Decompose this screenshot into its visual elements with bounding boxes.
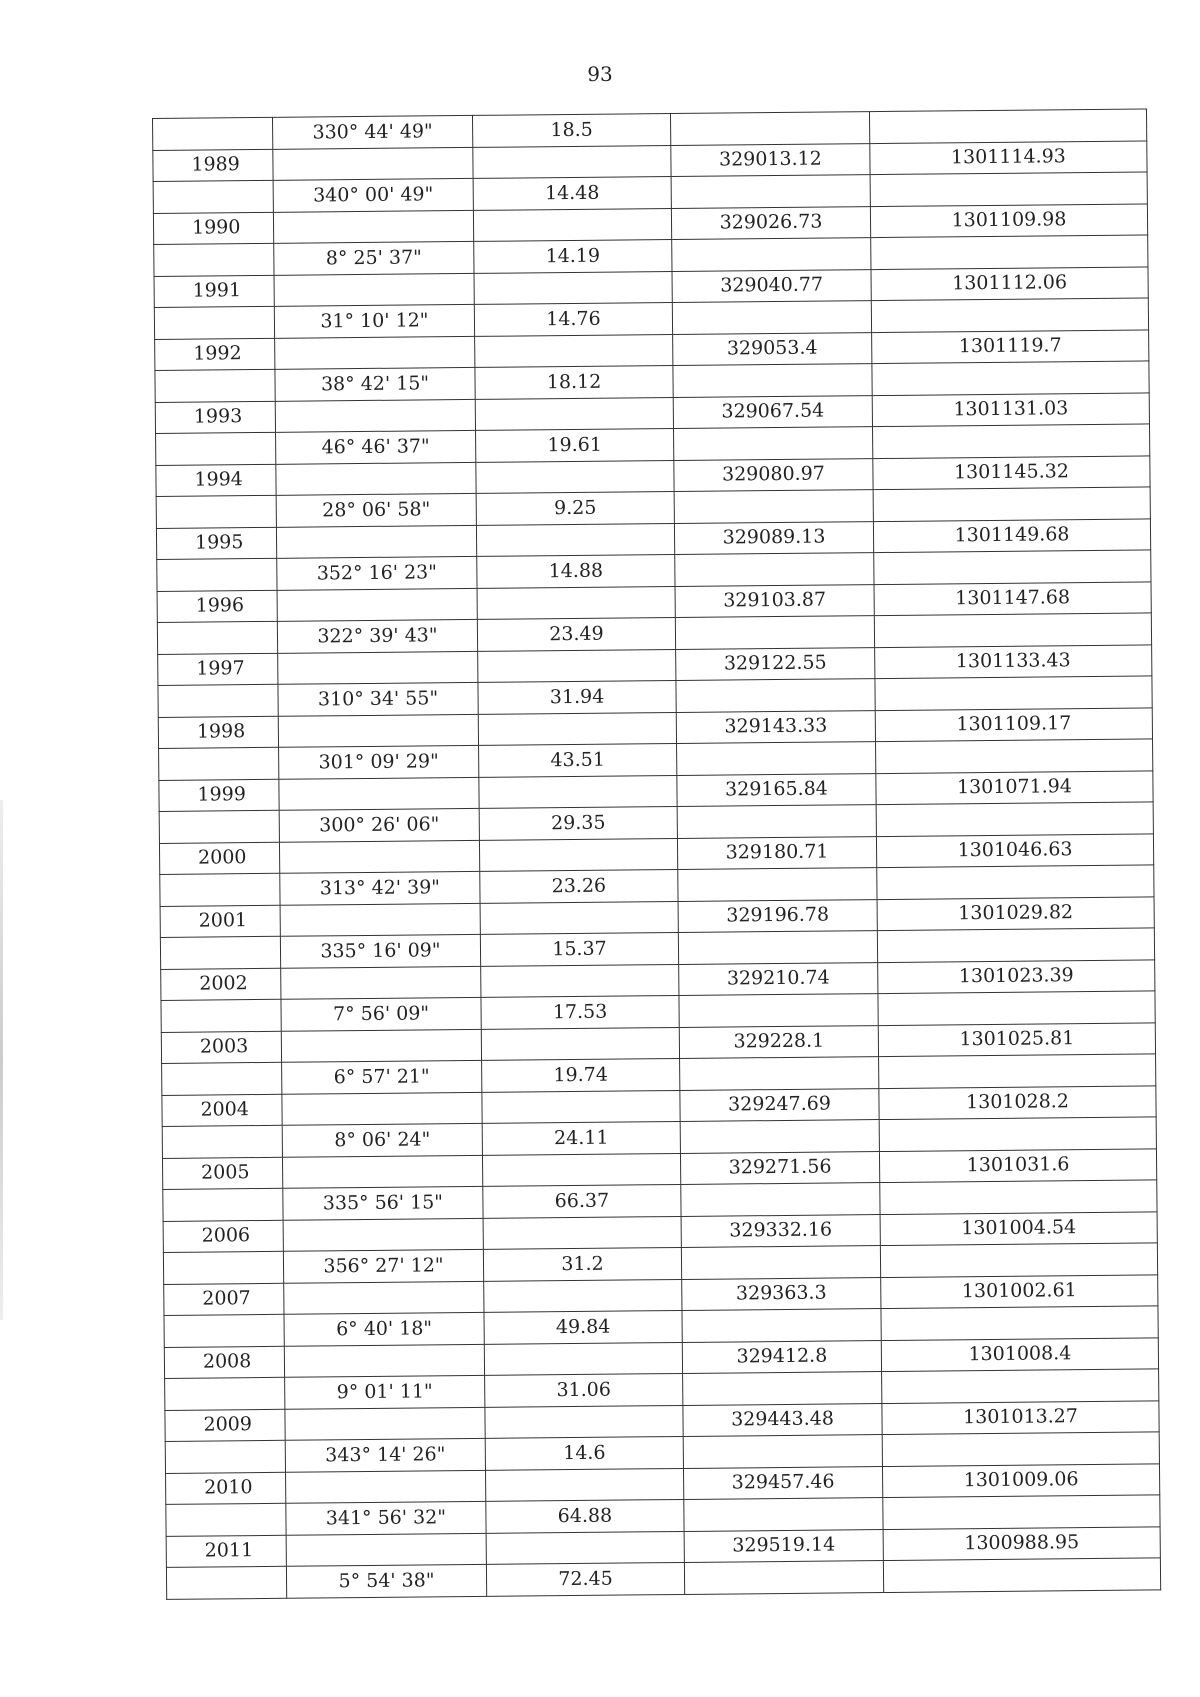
northing-cell-blank (681, 1246, 880, 1279)
year-cell: 2011 (166, 1535, 286, 1568)
year-cell-blank (155, 369, 275, 402)
easting-cell-blank (869, 109, 1146, 143)
northing-cell: 329053.4 (673, 332, 872, 365)
distance-cell: 14.48 (473, 177, 671, 210)
easting-cell: 1301004.54 (880, 1211, 1157, 1245)
northing-cell-blank (684, 1498, 883, 1531)
northing-cell: 329013.12 (671, 143, 870, 176)
year-cell-blank (164, 1314, 284, 1347)
distance-cell-blank (477, 586, 675, 619)
year-cell: 2003 (161, 1031, 281, 1064)
year-cell: 1998 (158, 716, 278, 749)
distance-cell: 29.35 (479, 806, 677, 839)
distance-cell: 18.5 (472, 114, 670, 147)
year-cell-blank (162, 1125, 282, 1158)
easting-cell-blank (874, 613, 1151, 647)
northing-cell: 329165.84 (677, 773, 876, 806)
distance-cell-blank (478, 649, 676, 682)
northing-cell-blank (672, 301, 871, 334)
distance-cell: 14.6 (485, 1436, 683, 1469)
northing-cell: 329103.87 (675, 584, 874, 617)
northing-cell: 329457.46 (683, 1466, 882, 1499)
year-cell-blank (153, 117, 273, 150)
year-cell: 2005 (162, 1157, 282, 1190)
easting-cell-blank (871, 235, 1148, 269)
northing-cell-blank (681, 1183, 880, 1216)
distance-cell: 18.12 (475, 366, 673, 399)
traverse-table-container (152, 108, 1160, 1599)
distance-cell: 66.37 (483, 1184, 681, 1217)
distance-cell: 43.51 (479, 743, 677, 776)
year-cell: 2004 (162, 1094, 282, 1127)
azimuth-cell-blank (279, 840, 479, 873)
easting-cell-blank (878, 991, 1155, 1025)
azimuth-cell-blank (277, 588, 477, 621)
year-cell-blank (163, 1188, 283, 1221)
azimuth-cell-blank (276, 525, 476, 558)
distance-cell-blank (474, 271, 672, 304)
year-cell: 1991 (154, 275, 274, 308)
distance-cell: 23.49 (477, 617, 675, 650)
azimuth-cell-blank (284, 1344, 484, 1377)
easting-cell: 1301046.63 (876, 833, 1153, 867)
distance-cell-blank (481, 964, 679, 997)
year-cell: 2009 (165, 1409, 285, 1442)
easting-cell-blank (871, 298, 1148, 332)
year-cell-blank (156, 432, 276, 465)
easting-cell-blank (875, 676, 1152, 710)
year-cell-blank (165, 1440, 285, 1473)
azimuth-cell: 301° 09' 29" (279, 745, 479, 778)
azimuth-cell-blank (280, 903, 480, 936)
year-cell: 1996 (157, 590, 277, 623)
year-cell-blank (157, 621, 277, 654)
year-cell-blank (158, 684, 278, 717)
easting-cell-blank (874, 550, 1151, 584)
easting-cell: 1301109.17 (875, 707, 1152, 741)
year-cell-blank (160, 873, 280, 906)
northing-cell: 329040.77 (672, 269, 871, 302)
year-cell: 1997 (158, 653, 278, 686)
azimuth-cell-blank (281, 966, 481, 999)
azimuth-cell: 5° 54' 38" (286, 1564, 486, 1597)
traverse-table-body (153, 109, 1161, 1599)
easting-cell: 1301131.03 (872, 392, 1149, 426)
azimuth-cell: 330° 44' 49" (272, 115, 472, 148)
easting-cell-blank (880, 1243, 1157, 1277)
year-cell: 2008 (164, 1346, 284, 1379)
year-cell: 1993 (155, 401, 275, 434)
northing-cell: 329412.8 (682, 1340, 881, 1373)
azimuth-cell: 300° 26' 06" (279, 808, 479, 841)
northing-cell: 329519.14 (684, 1529, 883, 1562)
northing-cell-blank (671, 175, 870, 208)
easting-cell: 1301025.81 (878, 1022, 1155, 1056)
azimuth-cell: 343° 14' 26" (285, 1438, 485, 1471)
azimuth-cell-blank (276, 462, 476, 495)
easting-cell-blank (883, 1558, 1160, 1592)
northing-cell-blank (678, 931, 877, 964)
northing-cell-blank (674, 427, 873, 460)
distance-cell-blank (479, 838, 677, 871)
northing-cell-blank (682, 1309, 881, 1342)
easting-cell: 1301013.27 (882, 1400, 1159, 1434)
northing-cell-blank (680, 1120, 879, 1153)
azimuth-cell: 6° 40' 18" (284, 1312, 484, 1345)
distance-cell-blank (476, 523, 674, 556)
page-number: 93 (587, 62, 613, 86)
azimuth-cell: 8° 06' 24" (282, 1123, 482, 1156)
distance-cell-blank (480, 901, 678, 934)
year-cell-blank (163, 1251, 283, 1284)
azimuth-cell-blank (286, 1470, 486, 1503)
distance-cell-blank (486, 1531, 684, 1564)
distance-cell-blank (478, 712, 676, 745)
northing-cell: 329122.55 (676, 647, 875, 680)
distance-cell: 24.11 (482, 1121, 680, 1154)
distance-cell-blank (479, 775, 677, 808)
distance-cell: 19.61 (476, 429, 674, 462)
easting-cell-blank (882, 1369, 1159, 1403)
easting-cell-blank (876, 739, 1153, 773)
year-cell-blank (159, 747, 279, 780)
easting-cell: 1301147.68 (874, 581, 1151, 615)
easting-cell-blank (872, 361, 1149, 395)
northing-cell: 329210.74 (679, 962, 878, 995)
northing-cell: 329443.48 (683, 1403, 882, 1436)
easting-cell-blank (879, 1117, 1156, 1151)
northing-cell: 329080.97 (674, 458, 873, 491)
year-cell: 2010 (166, 1472, 286, 1505)
year-cell: 1999 (159, 779, 279, 812)
easting-cell-blank (880, 1180, 1157, 1214)
distance-cell-blank (473, 145, 671, 178)
northing-cell-blank (684, 1561, 883, 1594)
northing-cell: 329026.73 (671, 206, 870, 239)
easting-cell-blank (877, 865, 1154, 899)
year-cell: 2006 (163, 1220, 283, 1253)
northing-cell-blank (677, 805, 876, 838)
year-cell-blank (166, 1503, 286, 1536)
distance-cell: 14.88 (477, 555, 675, 588)
northing-cell: 329067.54 (673, 395, 872, 428)
azimuth-cell: 46° 46' 37" (276, 430, 476, 463)
azimuth-cell: 7° 56' 09" (281, 997, 481, 1030)
northing-cell-blank (676, 679, 875, 712)
northing-cell: 329363.3 (682, 1277, 881, 1310)
easting-cell: 1301008.4 (881, 1337, 1158, 1371)
northing-cell: 329180.71 (677, 836, 876, 869)
distance-cell: 23.26 (480, 869, 678, 902)
year-cell-blank (156, 495, 276, 528)
northing-cell-blank (683, 1435, 882, 1468)
azimuth-cell-blank (285, 1407, 485, 1440)
northing-cell-blank (680, 1057, 879, 1090)
northing-cell-blank (673, 364, 872, 397)
easting-cell-blank (876, 802, 1153, 836)
year-cell: 2002 (161, 968, 281, 1001)
northing-cell-blank (678, 868, 877, 901)
easting-cell: 1301145.32 (873, 455, 1150, 489)
easting-cell: 1301119.7 (872, 329, 1149, 363)
azimuth-cell-blank (282, 1155, 482, 1188)
easting-cell: 1301071.94 (876, 770, 1153, 804)
easting-cell: 1301149.68 (873, 518, 1150, 552)
year-cell-blank (160, 936, 280, 969)
easting-cell-blank (870, 172, 1147, 206)
azimuth-cell: 341° 56' 32" (286, 1501, 486, 1534)
distance-cell-blank (484, 1342, 682, 1375)
azimuth-cell: 6° 57' 21" (282, 1060, 482, 1093)
northing-cell-blank (679, 994, 878, 1027)
easting-cell-blank (877, 928, 1154, 962)
easting-cell-blank (872, 424, 1149, 458)
easting-cell: 1300988.95 (883, 1526, 1160, 1560)
distance-cell: 31.2 (483, 1247, 681, 1280)
northing-cell-blank (672, 238, 871, 271)
azimuth-cell-blank (278, 714, 478, 747)
northing-cell-blank (677, 742, 876, 775)
distance-cell: 14.76 (474, 303, 672, 336)
distance-cell: 72.45 (486, 1562, 684, 1595)
year-cell: 1989 (153, 149, 273, 182)
distance-cell-blank (482, 1153, 680, 1186)
year-cell-blank (162, 1062, 282, 1095)
year-cell-blank (165, 1377, 285, 1410)
year-cell: 2007 (164, 1283, 284, 1316)
northing-cell: 329271.56 (680, 1151, 879, 1184)
traverse-table (152, 108, 1161, 1599)
azimuth-cell-blank (282, 1092, 482, 1125)
distance-cell-blank (484, 1279, 682, 1312)
northing-cell-blank (670, 112, 869, 145)
azimuth-cell: 335° 56' 15" (283, 1186, 483, 1219)
azimuth-cell: 310° 34' 55" (278, 682, 478, 715)
azimuth-cell: 352° 16' 23" (277, 556, 477, 589)
azimuth-cell-blank (273, 147, 473, 180)
distance-cell-blank (483, 1216, 681, 1249)
year-cell: 2001 (160, 905, 280, 938)
distance-cell-blank (476, 460, 674, 493)
northing-cell: 329143.33 (676, 710, 875, 743)
easting-cell-blank (882, 1432, 1159, 1466)
distance-cell-blank (481, 1027, 679, 1060)
year-cell: 1992 (155, 338, 275, 371)
azimuth-cell-blank (284, 1281, 484, 1314)
distance-cell: 49.84 (484, 1310, 682, 1343)
easting-cell: 1301009.06 (882, 1463, 1159, 1497)
azimuth-cell-blank (274, 273, 474, 306)
year-cell-blank (161, 999, 281, 1032)
easting-cell: 1301002.61 (881, 1274, 1158, 1308)
year-cell-blank (154, 243, 274, 276)
azimuth-cell-blank (278, 651, 478, 684)
azimuth-cell-blank (275, 399, 475, 432)
azimuth-cell: 313° 42' 39" (280, 871, 480, 904)
azimuth-cell: 340° 00' 49" (273, 178, 473, 211)
year-cell: 1994 (156, 464, 276, 497)
azimuth-cell: 356° 27' 12" (283, 1249, 483, 1282)
year-cell-blank (159, 810, 279, 843)
distance-cell-blank (485, 1405, 683, 1438)
easting-cell: 1301029.82 (877, 896, 1154, 930)
year-cell-blank (154, 306, 274, 339)
year-cell: 1990 (153, 212, 273, 245)
distance-cell-blank (473, 208, 671, 241)
distance-cell: 15.37 (480, 932, 678, 965)
year-cell: 1995 (156, 527, 276, 560)
year-cell: 2000 (159, 842, 279, 875)
northing-cell-blank (683, 1372, 882, 1405)
year-cell-blank (153, 180, 273, 213)
easting-cell-blank (879, 1054, 1156, 1088)
distance-cell: 9.25 (476, 492, 674, 525)
easting-cell: 1301031.6 (879, 1148, 1156, 1182)
northing-cell-blank (674, 490, 873, 523)
easting-cell: 1301133.43 (875, 644, 1152, 678)
easting-cell: 1301114.93 (870, 140, 1147, 174)
northing-cell-blank (675, 616, 874, 649)
northing-cell: 329332.16 (681, 1214, 880, 1247)
easting-cell: 1301109.98 (870, 203, 1147, 237)
distance-cell: 19.74 (482, 1058, 680, 1091)
northing-cell: 329196.78 (678, 899, 877, 932)
northing-cell: 329228.1 (679, 1025, 878, 1058)
azimuth-cell: 322° 39' 43" (277, 619, 477, 652)
azimuth-cell-blank (283, 1218, 483, 1251)
distance-cell: 14.19 (474, 240, 672, 273)
northing-cell: 329089.13 (674, 521, 873, 554)
azimuth-cell: 335° 16' 09" (280, 934, 480, 967)
distance-cell-blank (482, 1090, 680, 1123)
azimuth-cell-blank (281, 1029, 481, 1062)
distance-cell: 31.94 (478, 680, 676, 713)
northing-cell: 329247.69 (680, 1088, 879, 1121)
distance-cell-blank (485, 1468, 683, 1501)
northing-cell-blank (675, 553, 874, 586)
easting-cell: 1301028.2 (879, 1085, 1156, 1119)
azimuth-cell: 9° 01' 11" (285, 1375, 485, 1408)
distance-cell-blank (475, 397, 673, 430)
distance-cell-blank (475, 334, 673, 367)
easting-cell: 1301023.39 (878, 959, 1155, 993)
easting-cell: 1301112.06 (871, 266, 1148, 300)
azimuth-cell-blank (286, 1533, 486, 1566)
azimuth-cell: 8° 25' 37" (274, 241, 474, 274)
scan-edge-artifact (0, 800, 3, 1320)
azimuth-cell: 38° 42' 15" (275, 367, 475, 400)
azimuth-cell-blank (273, 210, 473, 243)
azimuth-cell-blank (275, 336, 475, 369)
distance-cell: 17.53 (481, 995, 679, 1028)
azimuth-cell: 28° 06' 58" (276, 493, 476, 526)
easting-cell-blank (883, 1495, 1160, 1529)
easting-cell-blank (873, 487, 1150, 521)
easting-cell-blank (881, 1306, 1158, 1340)
distance-cell: 31.06 (485, 1373, 683, 1406)
distance-cell: 64.88 (486, 1499, 684, 1532)
year-cell-blank (166, 1566, 286, 1599)
year-cell-blank (157, 558, 277, 591)
azimuth-cell: 31° 10' 12" (274, 304, 474, 337)
azimuth-cell-blank (279, 777, 479, 810)
